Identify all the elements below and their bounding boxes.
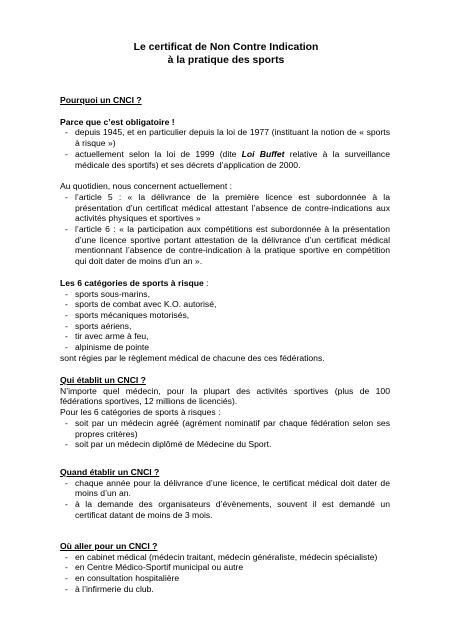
list-item: - en Centre Médico-Sportif municipal ou autre	[65, 562, 244, 573]
title-line-1: Le certificat de Non Contre Indication	[133, 42, 319, 53]
list-item: - tir avec arme à feu,	[65, 331, 149, 342]
list-item: - en consultation hospitalière	[65, 573, 180, 584]
law-name: Loi Buffet	[241, 148, 285, 159]
list-item: - soit par un médecin agréé (agrément nominatif par chaque fédération selon ses propres critères)	[65, 417, 390, 439]
list-item: - actuellement selon la loi de 1999 (dite Loi Buffet relative à la surveillance médicale des sportifs) et ses décrets d’application de 2000.	[65, 148, 390, 170]
section-heading: Pourquoi un CNCI ?	[60, 95, 142, 105]
list-item: - sports mécaniques motorisés,	[65, 309, 190, 320]
section-why	[60, 95, 390, 363]
section-heading: Qui établit un CNCI ?	[60, 375, 146, 385]
list-item: - alpinisme de pointe	[65, 342, 150, 353]
section-heading: Quand établir un CNCI ?	[60, 467, 160, 477]
category-heading: Les 6 catégories de sports à risque	[60, 277, 204, 288]
section-heading: Où aller pour un CNCI ?	[60, 541, 158, 551]
list-item: - soit par un médecin diplômé de Médecine du Sport.	[65, 439, 272, 450]
list-item: - chaque année pour la délivrance d’une licence, le certificat médical doit dater de moins d’un an.	[65, 477, 390, 499]
section-who	[60, 375, 390, 450]
list-item: - l’article 5 : « la délivrance de la première licence est subordonnée à la présentation d’un certificat médical attestant l’absence de contre-indications aux activités physiques et sportives »	[65, 191, 390, 224]
section-when	[60, 467, 390, 521]
category-heading-line: Les 6 catégories de sports à risque :	[60, 277, 209, 288]
paragraph: sont régies par le règlement médical de chacune des ces fédérations.	[60, 352, 325, 363]
section-subheading: Parce que c’est obligatoire !	[60, 116, 175, 127]
title-line-2: à la pratique des sports	[167, 54, 285, 66]
paragraph: Au quotidien, nous concernent actuellement :	[60, 181, 232, 192]
list-item: - sports sous-marins,	[65, 288, 150, 299]
list-item: - en cabinet médical (médecin traitant, médecin généraliste, médecin spécialiste)	[65, 551, 378, 562]
paragraph: Pour les 6 catégories de sports à risques :	[60, 407, 221, 418]
section-where	[60, 541, 390, 595]
list-item: - sports aériens,	[65, 320, 132, 331]
list-item: - à la demande des organisateurs d’évènements, souvent il est demandé un certificat datant de moins de 3 mois.	[65, 499, 390, 520]
list-item: - sports de combat avec K.O. autorisé,	[65, 299, 217, 310]
list-item: - l’article 6 : « la participation aux compétitions est subordonnée à la présentation d’une licence sportive portant attestation de la délivrance d’un certificat médical mentionnant l’absence de contre-indication à la pratique sportive en compétition qui doit dater de moins d’un an ».	[65, 224, 390, 267]
list-item: - depuis 1945, et en particulier depuis la loi de 1977 (instituant la notion de « sports à risque »)	[65, 127, 390, 149]
paragraph: N’importe quel médecin, pour la plupart des activités sportives (plus de 100 fédérations sportives, 12 millions de licenciés).	[60, 385, 390, 407]
list-item: - à l’infirmerie du club.	[65, 583, 154, 594]
document-title	[0, 42, 452, 67]
